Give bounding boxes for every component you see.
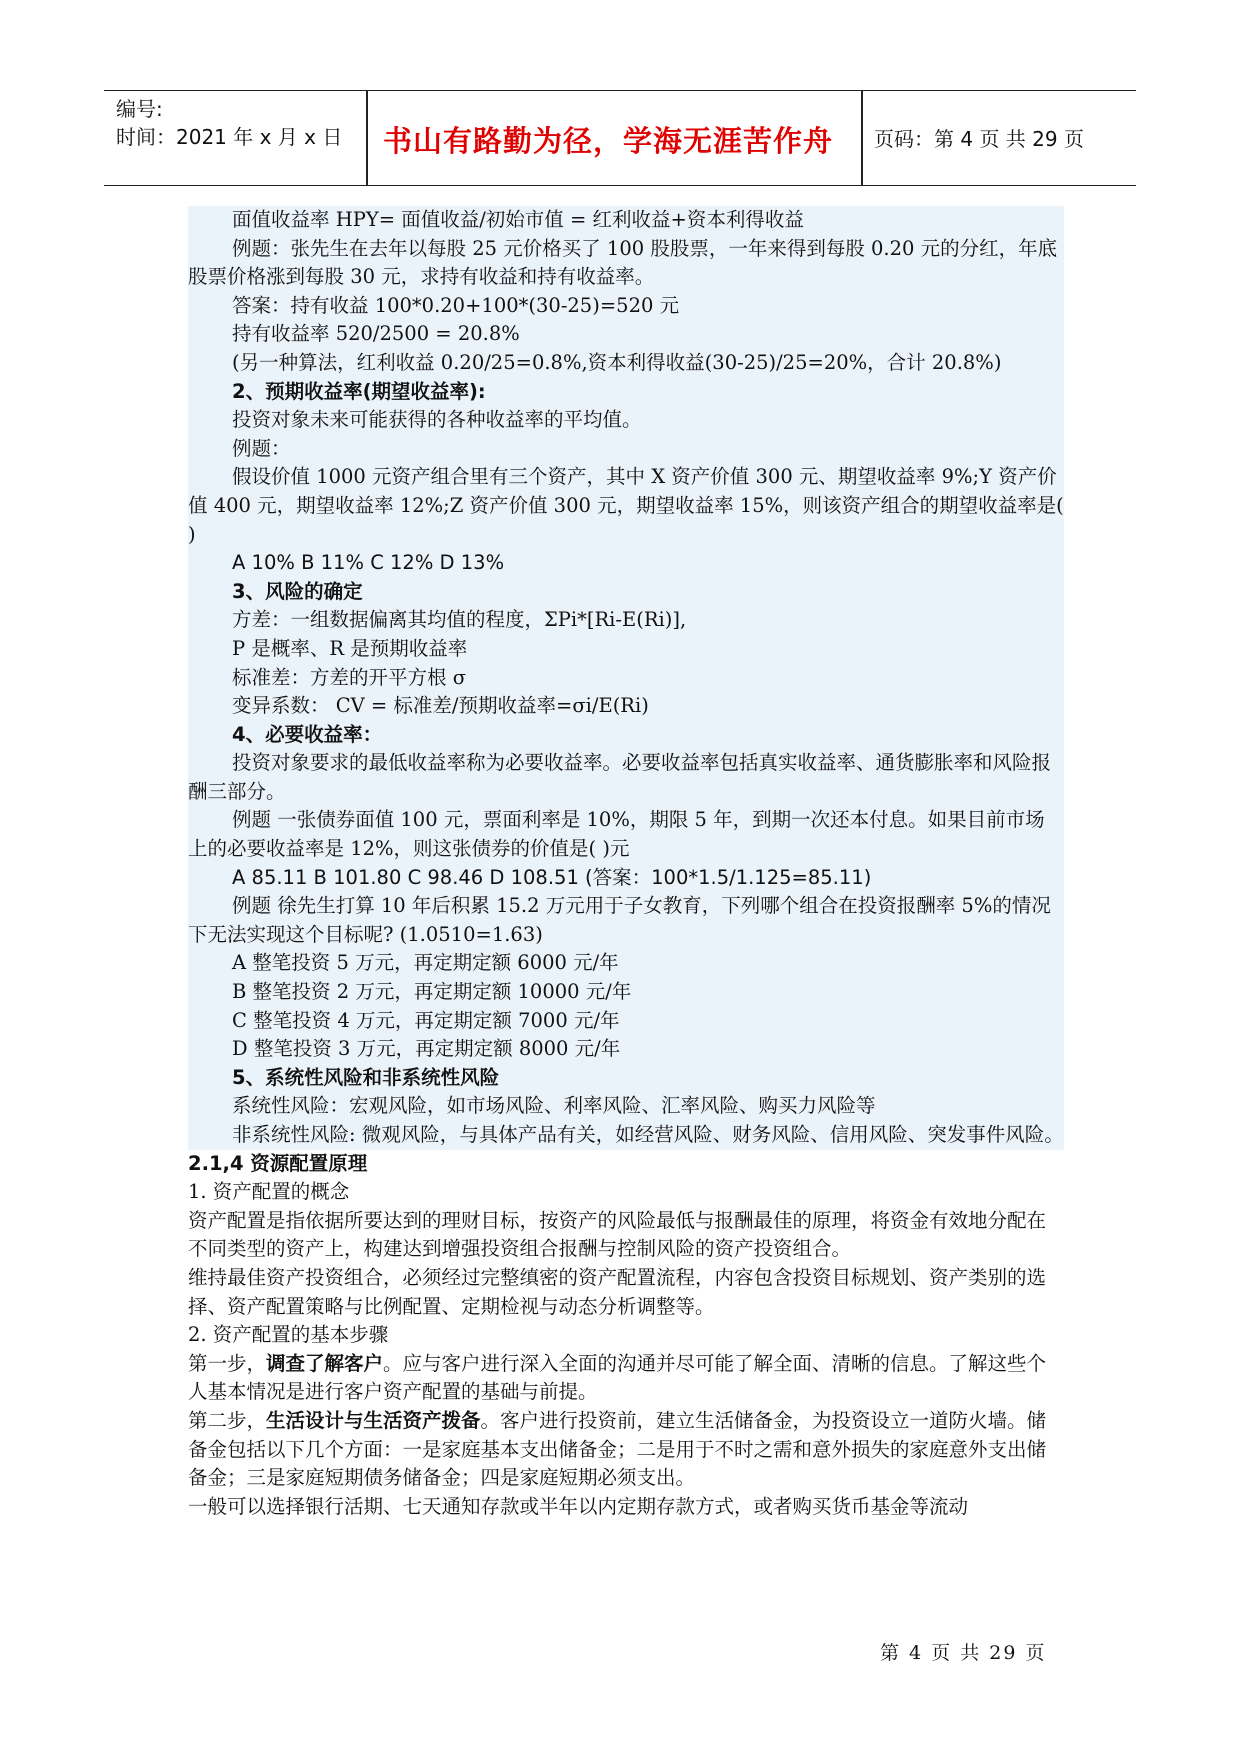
- paragraph: A 85.11 B 101.80 C 98.46 D 108.51 (答案：100*1.5/1.125=85.11): [232, 865, 872, 889]
- step-keyword: 生活设计与生活资产拨备: [266, 1408, 481, 1432]
- subheading: 2、预期收益率(期望收益率):: [232, 379, 486, 403]
- paragraph: 持有收益率 520/2500 = 20.8%: [232, 322, 520, 346]
- paragraph: B 整笔投资 2 万元，再定期定额 10000 元/年: [232, 980, 632, 1004]
- paragraph: 投资对象要求的最低收益率称为必要收益率。必要收益率包括真实收益率、通货膨胀率和风险报酬三部分。: [188, 751, 1052, 803]
- paragraph: 变异系数： CV = 标准差/预期收益率=σi/E(Ri): [232, 694, 649, 718]
- time-label: 时间：2021 年 x 月 x 日: [116, 125, 343, 149]
- paragraph: 系统性风险：宏观风险，如市场风险、利率风险、汇率风险、购买力风险等: [232, 1094, 876, 1118]
- paragraph: 维持最佳资产投资组合，必须经过完整缜密的资产配置流程，内容包含投资目标规划、资产类别的选择、资产配置策略与比例配置、定期检视与动态分析调整等。: [188, 1265, 1047, 1318]
- header-left: [116, 95, 342, 151]
- page-header: [104, 90, 1136, 186]
- paragraph: 例题 徐先生打算 10 年后积累 15.2 万元用于子女教育，下列哪个组合在投资报酬率 5%的情况下无法实现这个目标呢? (1.0510=1.63): [188, 894, 1051, 946]
- document-body: [188, 206, 1064, 1521]
- paragraph: 假设价值 1000 元资产组合里有三个资产，其中 X 资产价值 300 元、期望收益率 9%;Y 资产价值 400 元，期望收益率 12%;Z 资产价值 300 元，期望收益率 15%，则该资产组合的期望收益率是( ): [188, 465, 1064, 546]
- paragraph: 面值收益率 HPY= 面值收益/初始市值 = 红利收益+资本利得收益: [232, 208, 804, 231]
- paragraph: 一般可以选择银行活期、七天通知存款或半年以内定期存款方式，或者购买货币基金等流动: [188, 1494, 969, 1518]
- paragraph: A 10% B 11% C 12% D 13%: [232, 551, 505, 575]
- step-paragraph: 第一步，调查了解客户。应与客户进行深入全面的沟通并尽可能了解全面、清晰的信息。了解这些个人基本情况是进行客户资产配置的基础与前提。: [188, 1351, 1047, 1404]
- subsection-title: 1. 资产配置的概念: [188, 1180, 350, 1204]
- header-page-label: 页码：第 4 页 共 29 页: [874, 127, 1084, 151]
- page-footer: 第 4 页 共 29 页: [880, 1642, 1047, 1664]
- paragraph: 非系统性风险: 微观风险，与具体产品有关，如经营风险、财务风险、信用风险、突发事件风险。: [232, 1123, 1064, 1146]
- shaded-block: [188, 206, 1064, 1150]
- paragraph: 投资对象未来可能获得的各种收益率的平均值。: [232, 408, 642, 432]
- paragraph: 标准差：方差的开平方根 σ: [232, 665, 467, 689]
- paragraph: C 整笔投资 4 万元，再定期定额 7000 元/年: [232, 1008, 620, 1032]
- paragraph: 例题：: [232, 436, 291, 460]
- paragraph: 例题：张先生在去年以每股 25 元价格买了 100 股股票，一年来得到每股 0.20 元的分红，年底股票价格涨到每股 30 元，求持有收益和持有收益率。: [188, 236, 1058, 289]
- subheading: 5、系统性风险和非系统性风险: [232, 1065, 500, 1089]
- step-keyword: 调查了解客户: [266, 1351, 384, 1375]
- paragraph: 资产配置是指依据所要达到的理财目标，按资产的风险最低与报酬最佳的原理，将资金有效地分配在不同类型的资产上，构建达到增强投资组合报酬与控制风险的资产投资组合。: [188, 1208, 1047, 1261]
- code-label: 编号:: [116, 97, 163, 121]
- subsection-title: 2. 资产配置的基本步骤: [188, 1323, 389, 1347]
- paragraph: 答案：持有收益 100*0.20+100*(30-25)=520 元: [232, 293, 680, 317]
- subheading: 3、风险的确定: [232, 579, 363, 603]
- header-motto: 书山有路勤为径，学海无涯苦作舟: [382, 124, 833, 158]
- subheading: 4、必要收益率：: [232, 722, 383, 746]
- paragraph: P 是概率、R 是预期收益率: [232, 636, 468, 660]
- paragraph: A 整笔投资 5 万元，再定期定额 6000 元/年: [232, 951, 619, 975]
- paragraph: 方差：一组数据偏离其均值的程度，ΣPi*[Ri-E(Ri)],: [232, 608, 687, 632]
- header-divider: [861, 91, 863, 185]
- paragraph: (另一种算法，红利收益 0.20/25=0.8%,资本利得收益(30-25)/25=20%，合计 20.8%): [232, 350, 1002, 374]
- paragraph: 例题 一张债券面值 100 元，票面利率是 10%，期限 5 年，到期一次还本付息。如果目前市场上的必要收益率是 12%，则这张债券的价值是( )元: [188, 808, 1045, 861]
- step-paragraph: 第二步，生活设计与生活资产拨备。客户进行投资前，建立生活储备金，为投资设立一道防火墙。储备金包括以下几个方面：一是家庭基本支出储备金；二是用于不时之需和意外损失的家庭意外支出储备金；三是家庭短期债务储备金；四是家庭短期必须支出。: [188, 1408, 1047, 1490]
- section-title: 2.1,4 资源配置原理: [188, 1151, 368, 1175]
- paragraph: D 整笔投资 3 万元，再定期定额 8000 元/年: [232, 1037, 621, 1061]
